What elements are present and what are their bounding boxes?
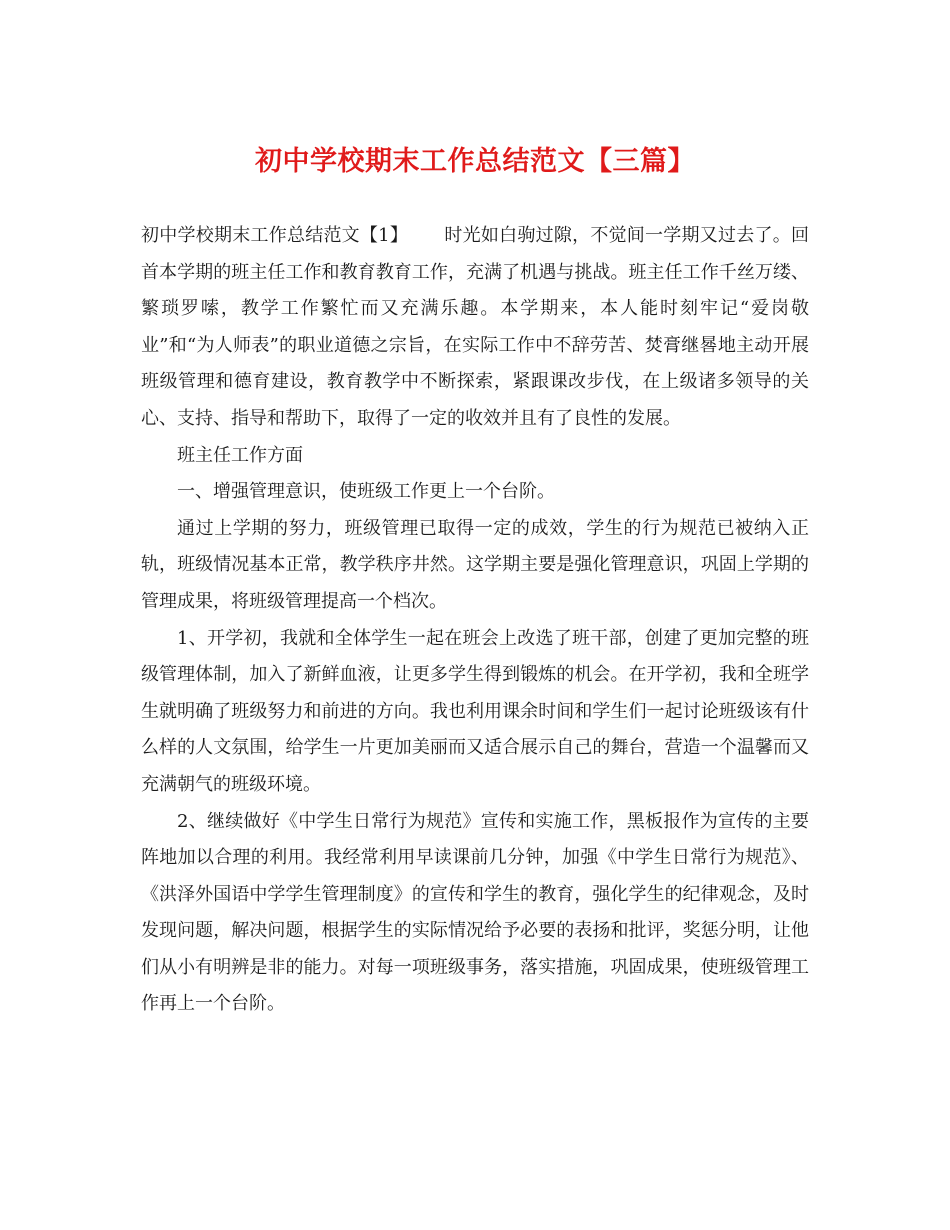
section-heading: 初中学校期末工作总结范文【1】	[141, 225, 409, 246]
body-paragraph: 一、增强管理意识，使班级工作更上一个台阶。	[177, 481, 555, 503]
body-paragraph: 1、开学初，我就和全体学生一起在班会上改选了班干部，创建了更加完整的班级管理体制，加入了新鲜血液，让更多学生得到锻炼的机会。在开学初，我和全班学生就明确了班级努力和前进的方向。我也利用课余时间和学生们一起讨论班级该有什么样的人文氛围，给学生一片更加美丽而又适合展示自己的舞台，营造一个温馨而又充满朝气的班级环境。	[141, 627, 809, 795]
body-paragraph: 班主任工作方面	[177, 444, 303, 466]
intro-text: 时光如白驹过隙，不觉间一学期又过去了。回首本学期的班主任工作和教育教育工作，充满了机遇与挑战。班主任工作千丝万缕、繁琐罗嗦，教学工作繁忙而又充满乐趣。本学期来，本人能时刻牢记“爱岗敬业”和“为人师表”的职业道德之宗旨，在实际工作中不辞劳苦、焚膏继晷地主动开展班级管理和德育建设，教育教学中不断探索，紧跟课改步伐，在上级诸多领导的关心、支持、指导和帮助下，取得了一定的收效并且有了良性的发展。	[141, 225, 810, 429]
document-title: 初中学校期末工作总结范文【三篇】	[255, 146, 695, 177]
intro-paragraph	[141, 218, 809, 438]
document-body	[141, 218, 809, 1023]
body-paragraph: 通过上学期的努力，班级管理已取得一定的成效，学生的行为规范已被纳入正轨，班级情况基本正常，教学秩序井然。这学期主要是强化管理意识，巩固上学期的管理成果，将班级管理提高一个档次。	[141, 517, 809, 612]
body-paragraph: 2、继续做好《中学生日常行为规范》宣传和实施工作，黑板报作为宣传的主要阵地加以合理的利用。我经常利用早读课前几分钟，加强《中学生日常行为规范》、《洪泽外国语中学学生管理制度》的宣传和学生的教育，强化学生的纪律观念，及时发现问题，解决问题，根据学生的实际情况给予必要的表扬和批评，奖惩分明，让他们从小有明辨是非的能力。对每一项班级事务，落实措施，巩固成果，使班级管理工作再上一个台阶。	[141, 810, 809, 1015]
